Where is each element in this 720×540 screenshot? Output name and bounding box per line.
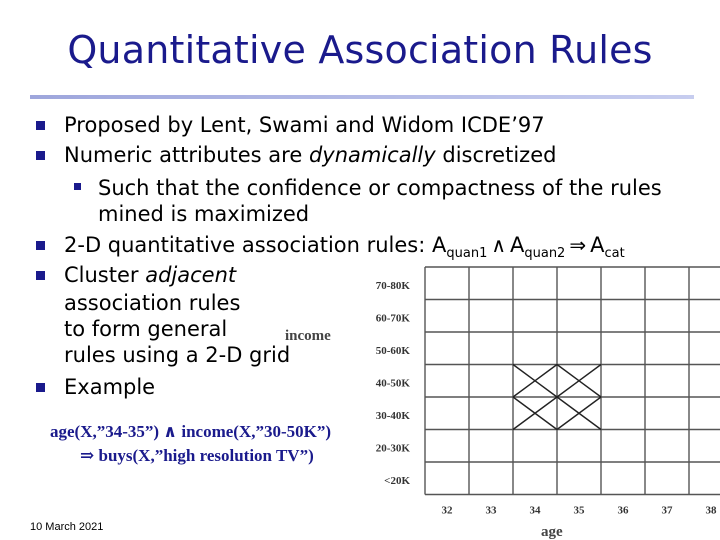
x-axis-label: age bbox=[541, 524, 563, 540]
x-tick-label: 33 bbox=[485, 504, 497, 517]
implies-symbol: ⇒ bbox=[80, 446, 95, 465]
sub-bullet-text-continued: mined is maximized bbox=[98, 202, 310, 226]
y-tick-label: 40-50K bbox=[375, 377, 410, 390]
y-tick-label: 70-80K bbox=[375, 280, 410, 292]
x-tick-label: 32 bbox=[441, 504, 453, 517]
y-tick-label: <20K bbox=[384, 475, 410, 487]
y-tick-label: 50-60K bbox=[375, 345, 410, 357]
bullet-text-continued: to form general bbox=[64, 317, 228, 341]
page-title: Quantitative Association Rules bbox=[67, 28, 653, 72]
y-tick-labels bbox=[376, 280, 411, 487]
bullet-text: Cluster adjacent bbox=[64, 263, 237, 287]
bullet-text: 2-D quantitative association rules: $A_{quan1}$ ∧ $A_{quan2}$ ⇒ $A_{cat}$ bbox=[64, 233, 625, 261]
example-rule-line-2: ⇒ buys(X,”high resolution TV”) bbox=[80, 446, 314, 465]
bullet-text: Example bbox=[64, 375, 156, 399]
y-tick-label: 60-70K bbox=[375, 312, 410, 325]
x-tick-label: 35 bbox=[573, 504, 585, 517]
x-tick-label: 34 bbox=[529, 504, 541, 517]
example-rule-line-1: age(X,”34-35”) ∧ income(X,”30-50K”) bbox=[50, 422, 332, 441]
x-tick-label: 36 bbox=[617, 504, 629, 517]
x-tick-labels bbox=[442, 505, 718, 517]
bullet-text-continued: association rules bbox=[64, 291, 241, 315]
bullet-text: Proposed by Lent, Swami and Widom ICDE’97 bbox=[64, 113, 545, 137]
bullet-text: Numeric attributes are dynamically discretized bbox=[64, 143, 557, 167]
sub-bullet-text: Such that the confidence or compactness of the rules bbox=[98, 176, 662, 200]
y-axis-label: income bbox=[285, 328, 331, 344]
grid-lines bbox=[425, 267, 720, 495]
bullet-text-continued: rules using a 2-D grid bbox=[64, 343, 291, 367]
y-tick-label: 30-40K bbox=[375, 410, 410, 422]
x-tick-label: 38 bbox=[705, 504, 717, 517]
y-tick-label: 20-30K bbox=[375, 442, 410, 455]
slide-date: 10 March 2021 bbox=[30, 521, 104, 533]
x-tick-label: 37 bbox=[661, 504, 673, 517]
